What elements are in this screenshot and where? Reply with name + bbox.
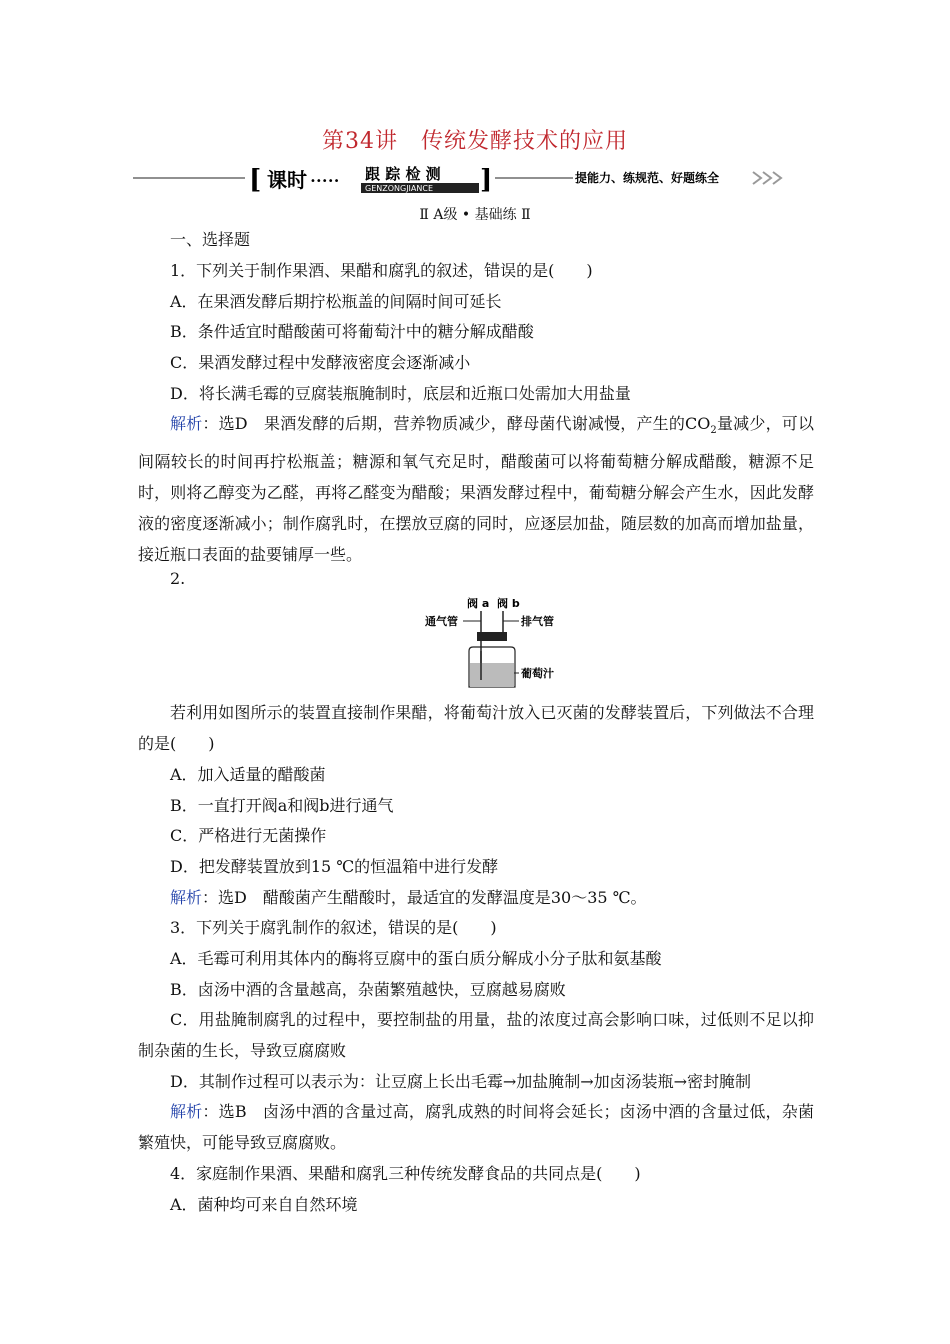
q3-option-b: B．卤汤中酒的含量越高，杂菌繁殖越快，豆腐越易腐败 bbox=[170, 980, 566, 999]
valve-b-label: 阀 b bbox=[497, 597, 520, 610]
q2-option-d: D．把发酵装置放到15 ℃的恒温箱中进行发酵 bbox=[170, 857, 499, 876]
q3-option-d: D．其制作过程可以表示为：让豆腐上长出毛霉→加盐腌制→加卤汤装瓶→密封腌制 bbox=[170, 1072, 752, 1091]
q2-number: 2. bbox=[170, 569, 186, 588]
banner-right-text: 提能力、练规范、好题练全 bbox=[575, 171, 720, 185]
bracket-right: ] bbox=[480, 165, 493, 195]
level-label: Ⅱ A级 • 基础练 Ⅱ bbox=[419, 207, 531, 223]
q2-option-a: A．加入适量的醋酸菌 bbox=[170, 765, 326, 784]
banner-pinyin: GENZONGJIANCE bbox=[365, 184, 434, 193]
banner-dots: ••••• bbox=[310, 176, 340, 187]
q1-answer: 解析：选D 果酒发酵的后期，营养物质减少，酵母菌代谢减慢，产生的$CO_2$量减少，可以间隔较长的时间再拧松瓶盖；糖源和氧气充足时，醋酸菌可以将葡萄糖分解成醋酸，糖源不足时，则将乙醇变为乙醛，再将乙醛变为醋酸；果酒发酵过程中，葡萄糖分解会产生水，因此发酵液的密度逐渐减小；制作腐乳时，在摆放豆腐的同时，应逐层加盐，随层数的加高而增加盐量，接近瓶口表面的盐要铺厚一些。 bbox=[138, 414, 814, 565]
q3-answer: 解析：选B 卤汤中酒的含量过高，腐乳成熟的时间将会延长；卤汤中酒的含量过低，杂菌繁殖快，可能导致豆腐腐败。 bbox=[138, 1102, 814, 1152]
q3-stem: 3．下列关于腐乳制作的叙述，错误的是( ) bbox=[170, 918, 497, 937]
q2-answer: 解析：选D 醋酸菌产生醋酸时，最适宜的发酵温度是30～35 ℃。 bbox=[170, 888, 647, 907]
q2-stem: 若利用如图所示的装置直接制作果醋，将葡萄汁放入已灭菌的发酵装置后，下列做法不合理的是( ) bbox=[138, 703, 814, 753]
section-heading: 一、选择题 bbox=[170, 230, 251, 249]
bracket-left: [ bbox=[249, 165, 262, 195]
q1-answer-label: 解析 bbox=[170, 414, 203, 433]
q1-option-a: A．在果酒发酵后期拧松瓶盖的间隔时间可延长 bbox=[170, 292, 502, 311]
q4-stem: 4．家庭制作果酒、果醋和腐乳三种传统发酵食品的共同点是( ) bbox=[170, 1164, 641, 1183]
inlet-label: 通气管 bbox=[425, 615, 458, 628]
q2-answer-label: 解析 bbox=[170, 888, 203, 907]
q3-answer-label: 解析 bbox=[170, 1102, 203, 1121]
section-banner bbox=[133, 160, 813, 196]
page-title: 第34讲 传统发酵技术的应用 bbox=[322, 129, 628, 154]
juice-label: 葡萄汁 bbox=[521, 667, 554, 680]
q2-option-b: B．一直打开阀a和阀b进行通气 bbox=[170, 796, 394, 815]
valve-a-label: 阀 a bbox=[467, 597, 490, 610]
outlet-label: 排气管 bbox=[521, 615, 554, 628]
q3-option-c: C．用盐腌制腐乳的过程中，要控制盐的用量，盐的浓度过高会影响口味，过低则不足以抑制杂菌的生长，导致豆腐腐败 bbox=[138, 1010, 814, 1060]
q1-option-d: D．将长满毛霉的豆腐装瓶腌制时，底层和近瓶口处需加大用盐量 bbox=[170, 384, 631, 403]
arrows-icon bbox=[753, 172, 781, 184]
q4-option-a: A．菌种均可来自自然环境 bbox=[170, 1195, 358, 1214]
q1-option-b: B．条件适宜时醋酸菌可将葡萄汁中的糖分解成醋酸 bbox=[170, 322, 534, 341]
fermentation-apparatus-diagram bbox=[425, 595, 565, 691]
banner-left-text: 课时 bbox=[267, 168, 307, 192]
q2-option-c: C．严格进行无菌操作 bbox=[170, 826, 327, 845]
q3-option-a: A．毛霉可利用其体内的酶将豆腐中的蛋白质分解成小分子肽和氨基酸 bbox=[170, 949, 662, 968]
q1-stem: 1．下列关于制作果酒、果醋和腐乳的叙述，错误的是( ) bbox=[170, 261, 593, 280]
q1-option-c: C．果酒发酵过程中发酵液密度会逐渐减小 bbox=[170, 353, 471, 372]
banner-main: 跟 踪 检 测 bbox=[365, 165, 441, 183]
